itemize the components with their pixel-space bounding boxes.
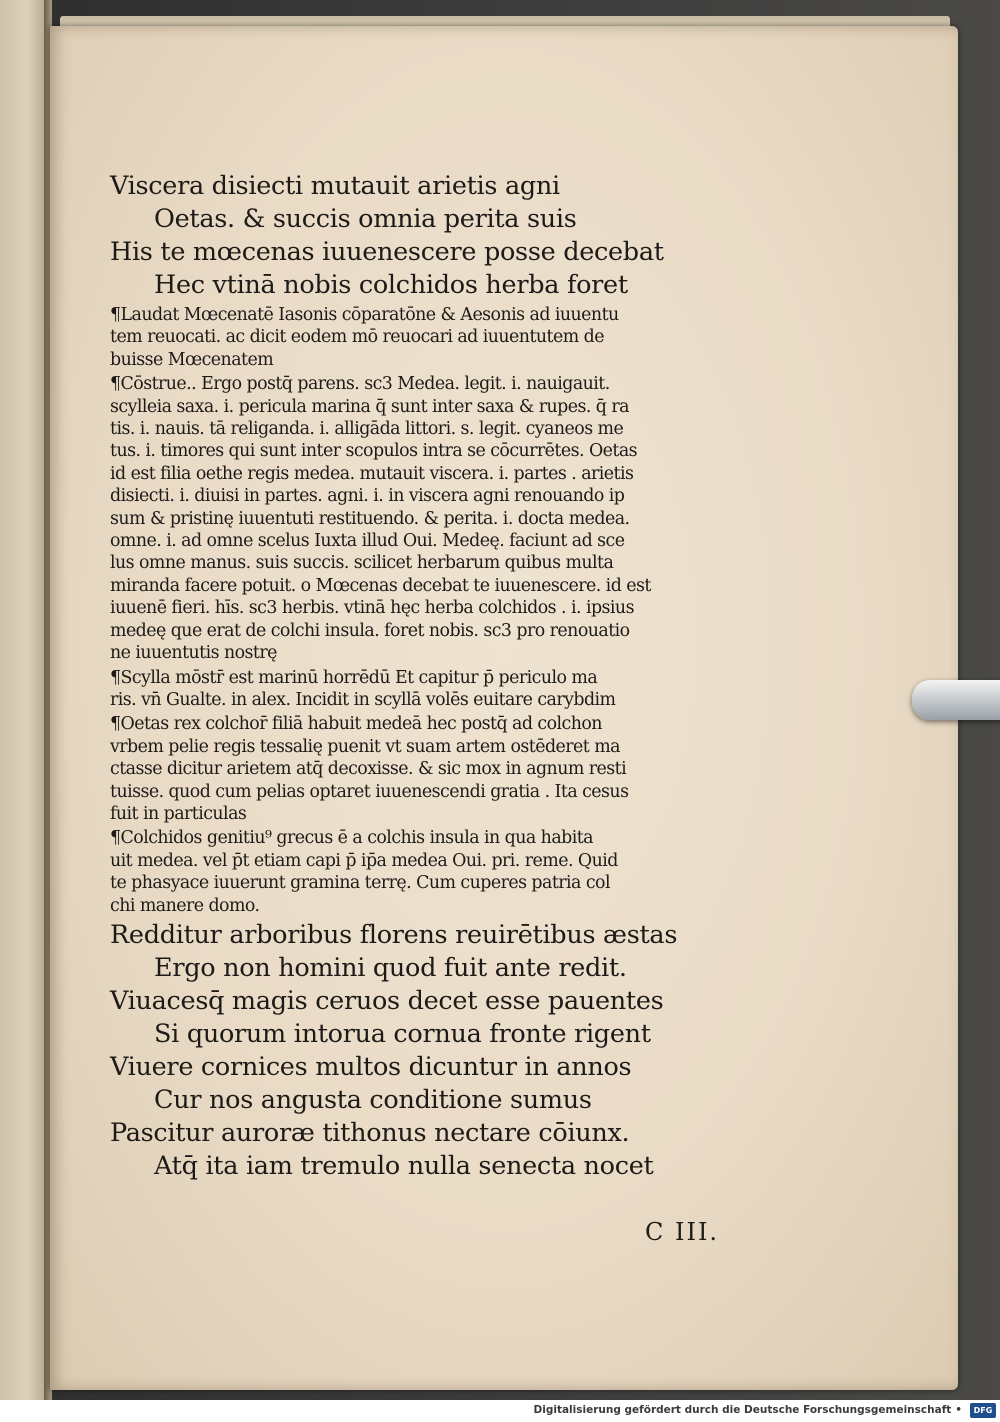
commentary-2 (110, 373, 770, 664)
verse-line: Hec vtinā nobis colchidos herba foret (154, 270, 628, 300)
page-text (110, 170, 770, 1183)
footer-bar (0, 1400, 1000, 1422)
commentary-line: tuisse. quod cum pelias optaret iuuenescendi gratia . Ita cesus (110, 781, 629, 802)
commentary-line: miranda facere potuit. o Mœcenas decebat te iuuenescere. id est (110, 575, 651, 596)
verse-block-top (110, 170, 770, 302)
commentary-line: ¶Oetas rex colchor̄ filiā habuit medeā hec postq̄ ad colchon (110, 714, 602, 735)
verse-line: Si quorum intorua cornua fronte rigent (154, 1018, 651, 1049)
commentary-line: chi manere domo. (110, 895, 260, 916)
commentary-line: ne iuuentutis nostrę (110, 643, 277, 664)
facing-page-edge (0, 0, 48, 1400)
commentary-5 (110, 827, 770, 917)
commentary-line: ctasse dicitur arietem atq̄ decoxisse. & sic mox in agnum resti (110, 759, 627, 780)
commentary-line: ris. vn̄ Gualte. in alex. Incidit in scyllā volēs euitare carybdim (110, 689, 616, 710)
commentary-line: uit medea. vel p̄t etiam capi p̄ ip̄a medea Oui. pri. reme. Quid (110, 850, 618, 871)
verse-line: Ergo non homini quod fuit ante redit. (154, 952, 627, 983)
commentary-line: ¶Cōstrue.. Ergo postq̄ parens. sc3 Medea. legit. i. nauigauit. (110, 374, 610, 395)
commentary-line: tis. i. nauis. tā religanda. i. alligāda littori. s. legit. cyaneos me (110, 419, 624, 440)
verse-line: His te mœcenas iuuenescere posse decebat (110, 237, 664, 267)
footer-separator: • (955, 1404, 962, 1416)
commentary-line: te phasyace iuuerunt gramina terrę. Cum cuperes patria col (110, 873, 610, 894)
footer-credit (534, 1404, 966, 1416)
commentary-line: disiecti. i. diuisi in partes. agni. i. in viscera agni renouando ip (110, 486, 625, 507)
verse-line: Viuacesq̄ magis ceruos decet esse pauentes (110, 985, 664, 1016)
signature-mark: C III. (645, 1218, 720, 1246)
verse-line: Cur nos angusta conditione sumus (154, 1084, 592, 1115)
page-weight-bar (912, 680, 1000, 720)
commentary-line: ¶Laudat Mœcenatē Iasonis cōparatōne & Aesonis ad iuuentu (110, 305, 619, 325)
commentary-line: vrbem pelie regis tessalię puenit vt suam artem ostēderet ma (110, 736, 620, 757)
commentary-4 (110, 713, 770, 825)
verse-line: Pascitur auroræ tithonus nectare cōiunx. (110, 1117, 630, 1148)
commentary-line: buisse Mœcenatem (110, 349, 274, 370)
verse-line: Redditur arboribus florens reuirētibus æstas (110, 919, 678, 950)
commentary-line: ¶Colchidos genitiu⁹ grecus ē a colchis insula in qua habita (110, 828, 594, 849)
commentary-line: scylleia saxa. i. pericula marina q̄ sunt inter saxa & rupes. q̄ ra (110, 396, 629, 417)
commentary-line: ¶Scylla mōstr̄ est marinū horrēdū Et capitur p̄ periculo ma (110, 667, 598, 688)
commentary-line: omne. i. ad omne scelus Iuxta illud Oui. Medeę. faciunt ad sce (110, 531, 625, 552)
verse-line: Viscera disiecti mutauit arietis agni (110, 171, 560, 201)
verse-line: Oetas. & succis omnia perita suis (154, 204, 577, 234)
commentary-line: iuuenē fieri. hīs. sc3 herbis. vtinā hęc herba colchidos . i. ipsius (110, 598, 634, 619)
commentary-line: fuit in particulas (110, 803, 247, 824)
verse-line: Viuere cornices multos dicuntur in annos (110, 1051, 632, 1082)
verse-block-bottom (110, 919, 770, 1183)
verse-line: Atq̄ ita iam tremulo nulla senecta nocet (154, 1150, 654, 1181)
commentary-line: tem reuocati. ac dicit eodem mō reuocari ad iuuentutem de (110, 327, 604, 348)
commentary-3 (110, 667, 770, 712)
footer-credit-text: Digitalisierung gefördert durch die Deutsche Forschungsgemeinschaft (533, 1404, 952, 1416)
dfg-logo-icon: DFG (970, 1403, 996, 1418)
commentary-line: tus. i. timores qui sunt inter scopulos intra se cōcurrētes. Oetas (110, 441, 638, 462)
commentary-line: lus omne manus. suis succis. scilicet herbarum quibus multa (110, 553, 614, 574)
commentary-line: sum & pristinę iuuentuti restituendo. & perita. i. docta medea. (110, 508, 630, 529)
commentary-1 (110, 304, 770, 371)
commentary-line: id est filia oethe regis medea. mutauit viscera. i. partes . arietis (110, 463, 634, 484)
commentary-line: medeę que erat de colchi insula. foret nobis. sc3 pro renouatio (110, 620, 630, 641)
